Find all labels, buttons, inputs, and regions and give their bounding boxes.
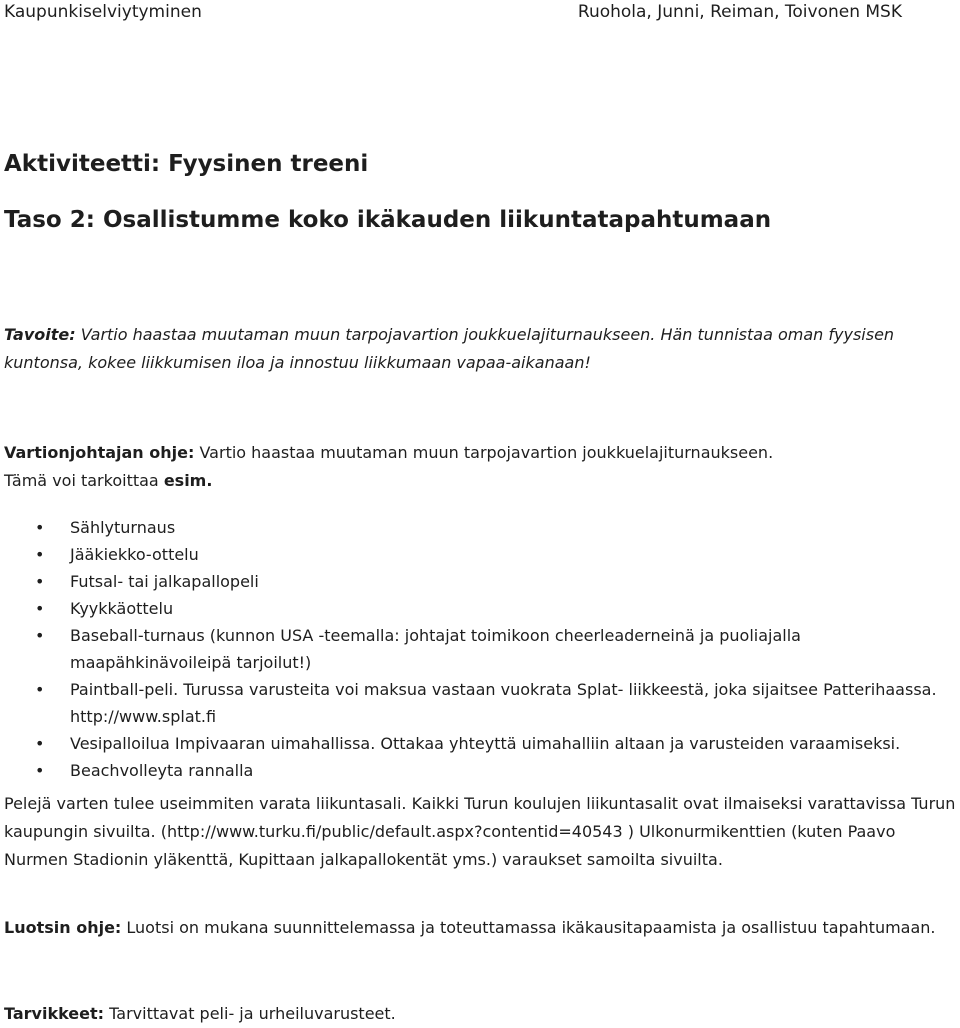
list-item <box>0 568 958 595</box>
guide-instruction-label: Luotsin ohje: <box>4 918 122 937</box>
activity-title: Aktiviteetti: Fyysinen treeni <box>4 151 369 177</box>
supplies-text: Tarvittavat peli- ja urheiluvarusteet. <box>104 1004 396 1023</box>
list-item-text: Jääkiekko-ottelu <box>70 545 199 564</box>
bullet-icon: • <box>35 572 45 591</box>
bullet-icon: • <box>35 626 45 645</box>
list-item <box>0 541 958 568</box>
bullet-icon: • <box>35 680 45 699</box>
list-item-text: Beachvolleyta rannalla <box>70 761 254 780</box>
list-item <box>0 757 958 784</box>
list-item <box>0 676 958 730</box>
bullet-icon: • <box>35 761 45 780</box>
goal-text: Vartio haastaa muutaman muun tarpojavartion joukkuelajiturnaukseen. Hän tunnistaa oman fyysisen kuntonsa, kokee liikkumisen iloa ja innostuu liikkumaan vapaa-aikanaan! <box>4 325 895 372</box>
list-item-text: Vesipalloilua Impivaaran uimahallissa. Ottakaa yhteyttä uimahalliin altaan ja varusteiden varaamiseksi. <box>70 734 901 753</box>
header-right: Ruohola, Junni, Reiman, Toivonen MSK <box>577 2 902 22</box>
goal-paragraph <box>4 321 960 377</box>
list-item-text: Paintball-peli. Turussa varusteita voi maksua vastaan vuokrata Splat- liikkeestä, joka sijaitsee Patterihaassa. http://www.splat.fi <box>70 680 937 726</box>
facilities-paragraph: Pelejä varten tulee useimmiten varata liikuntasali. Kaikki Turun koulujen liikuntasalit ovat ilmaiseksi varattavissa Turun kaupungin sivuilta. (http://www.turku.fi/public/default.aspx?contentid=40543 ) Ulkonurmikenttien (kuten Paavo Nurmen Stadionin yläkenttä, Kupittaan jalkapallokentät yms.) varaukset samoilta sivuilta. <box>4 794 956 869</box>
bullet-icon: • <box>35 734 45 753</box>
guide-instruction <box>4 914 960 942</box>
list-item <box>0 730 958 757</box>
bullet-icon: • <box>35 599 45 618</box>
leader-instruction-line2: Tämä voi tarkoittaa <box>4 471 164 490</box>
list-item <box>0 622 958 676</box>
leader-instruction-text: Vartio haastaa muutaman muun tarpojavartion joukkuelajiturnaukseen. <box>194 443 774 462</box>
goal-label: Tavoite: <box>4 325 76 344</box>
list-item-text: Futsal- tai jalkapallopeli <box>70 572 259 591</box>
bullet-icon: • <box>35 545 45 564</box>
guide-instruction-text: Luotsi on mukana suunnittelemassa ja toteuttamassa ikäkausitapaamista ja osallistuu tapahtumaan. <box>121 918 936 937</box>
leader-instruction <box>4 439 960 495</box>
header-left: Kaupunkiselviytyminen <box>4 2 202 22</box>
list-item-text: Sählyturnaus <box>70 518 176 537</box>
list-item-text: Kyykkäottelu <box>70 599 174 618</box>
list-item <box>0 595 958 622</box>
list-item-text: Baseball-turnaus (kunnon USA -teemalla: johtajat toimikoon cheerleaderneinä ja puoliajalla maapähkinävoileipä tarjoilut!) <box>70 626 801 672</box>
leader-instruction-label: Vartionjohtajan ohje: <box>4 443 195 462</box>
supplies-label: Tarvikkeet: <box>4 1004 105 1023</box>
activity-list <box>0 514 958 784</box>
leader-instruction-esim: esim. <box>163 471 213 490</box>
bullet-icon: • <box>35 518 45 537</box>
level-title: Taso 2: Osallistumme koko ikäkauden liikuntatapahtumaan <box>4 207 772 233</box>
list-item <box>0 514 958 541</box>
supplies <box>4 1000 960 1028</box>
